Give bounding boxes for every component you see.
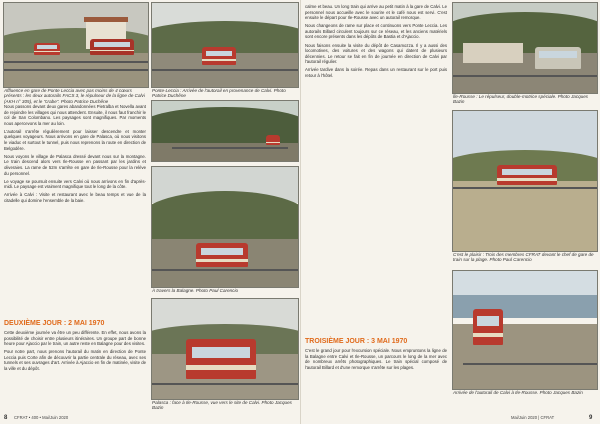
page-number-right: 9	[589, 415, 593, 421]
paragraph: Nous changeons de rame sur place et continuons vers Ponte Leccia. Les autorails Billard circulent toujours sur ce réseau, et les anciens matériels sont encore présents dans les dépôts de Bastia et d'Ajaccio.	[305, 23, 447, 40]
right-page	[300, 0, 600, 424]
caption-top-left: Affluence en gare de Ponte Leccia avec pas moins de 4 cœurs présents : les deux autorails FACS 3, le répulseur de la ligne de Calvi (AKH n° 305), et le "crabe". Photo Patrice Duchêne	[4, 88, 145, 104]
caption-right-mid: C'est le plaisir : Trois des membres CFRAT devant le chef de gare de train sur la plage. Photo Paul Carencio	[453, 252, 594, 263]
section-heading-day3: TROISIÈME JOUR : 3 MAI 1970	[305, 338, 408, 345]
paragraph: C'est le grand jour pour l'excursion spéciale. Nous empruntons la ligne de la Balagne entre Calvi et Ile-Rousse, un parcours le long de la mer avec de nombreux arrêts photographiques. Le train spécial composé de l'autorail Billard et d'une remorque s'arrête sur les plages.	[305, 348, 447, 370]
paragraph: Pour notre part, nous prenons l'autorail du matin en direction de Ponte Leccia puis Corte afin de découvrir la partie centrale du réseau, avec ses tunnels et ses ouvrages d'art. Arrivée à Ajaccio en fin de matinée, visite de la ville et du dépôt.	[4, 349, 146, 372]
paragraph: Cette deuxième journée va être un peu différente. En effet, nous avons la possibilité de choisir entre plusieurs itinéraires. Un groupe part de bonne heure pour Ajaccio par le train, un autre reste en Balagne pour des visites.	[4, 330, 146, 347]
paragraph: Nous passons devant deux gares abandonnées Pietralba et Novella avant de rejoindre les villages qui nous attendent. Ensuite, il nous faut franchir le col de San Colombano. Les paysages sont magnifiques. Par moments nous apercevons la mer au loin.	[4, 104, 146, 126]
photo-ile-rousse-station	[452, 2, 598, 94]
photo-arrival-calvi	[151, 2, 299, 88]
left-body-column-bottom	[4, 330, 146, 374]
photo-calvi-ile-rousse	[452, 270, 598, 390]
right-body-column	[305, 4, 447, 81]
photo-station-ponte-leccia	[3, 2, 149, 88]
caption-top-right: Ponte-Leccia : Arrivée de l'autorail en provenance de Calvi. Photo Patrice Duchêne	[152, 88, 286, 99]
photo-track-curve	[151, 100, 299, 162]
paragraph: L'autorail s'arrête régulièrement pour laisser descendre et monter quelques voyageurs. Nous arrivons en gare de Palasca, où nous visitons le viaduc et surtout le tunnel, puis nous reprenons la route en direction de Belgodère.	[4, 128, 146, 151]
caption-bottom: Palasca : face à Ile-Rousse, vue vers le site de Calvi. Photo Jacques Bazin	[152, 400, 292, 411]
photo-balagne	[151, 166, 299, 288]
paragraph: calme et beau. Un long train qui arrive au petit matin à la gare de Calvi. Le personnel nous accueille avec le sourire et le café nous est servi. C'est ensuite le départ pour Ile-Rousse avec un autorail remorque.	[305, 4, 447, 21]
footer-right: Mai/Juin 2020 | CFRAT	[511, 415, 555, 420]
paragraph: Nous faisons ensuite la visite du dépôt de Casamozza. Il y a aussi des locomotives, des voitures et des wagons qui datent de plusieurs décennies. Le retour se fait en fin de journée en direction de Calvi par l'autorail régulier.	[305, 42, 447, 65]
caption-mid-right: À travers la Balagne. Photo Paul Carencio	[152, 288, 239, 293]
right-body-column-bottom	[305, 348, 447, 373]
caption-right-top: Île-Rousse : Le répulseur, double-motrice spéciale. Photo Jacques Bazin	[453, 94, 589, 105]
footer-left: CFRAT • 400 • Mai/Juin 2020	[14, 415, 69, 420]
paragraph: Arrivée à Calvi : Visite et restaurant avec le beau temps et vue de la citadelle qui domine l'ensemble de la baie.	[4, 192, 146, 203]
paragraph: Arrivée tardive dans la soirée. Repas dans un restaurant sur le port puis retour à l'hôtel.	[305, 67, 447, 79]
paragraph: Nous voyons le village de Palasca dressé devant nous sur la montagne. Le train descend alors vers Ile-Rousse en passant par les jardins et oliveraies. La rame de 52m s'arrête en gare de Ile-Rousse pour la relève du personnel.	[4, 153, 146, 176]
section-heading-day2: DEUXIÈME JOUR : 2 MAI 1970	[4, 320, 105, 327]
photo-palasca	[151, 298, 299, 400]
paragraph: Le voyage se poursuit ensuite vers Calvi où nous arrivons en fin d'après-midi. Le paysage est vraiment magnifique tout le long de la côte.	[4, 178, 146, 190]
caption-right-bottom: Arrivée de l'autorail de Calvi à Ile-Rousse. Photo Jacques Bazin	[453, 390, 583, 395]
page-number-left: 8	[4, 415, 8, 421]
left-body-column	[4, 104, 146, 206]
photo-beach-train	[452, 110, 598, 252]
